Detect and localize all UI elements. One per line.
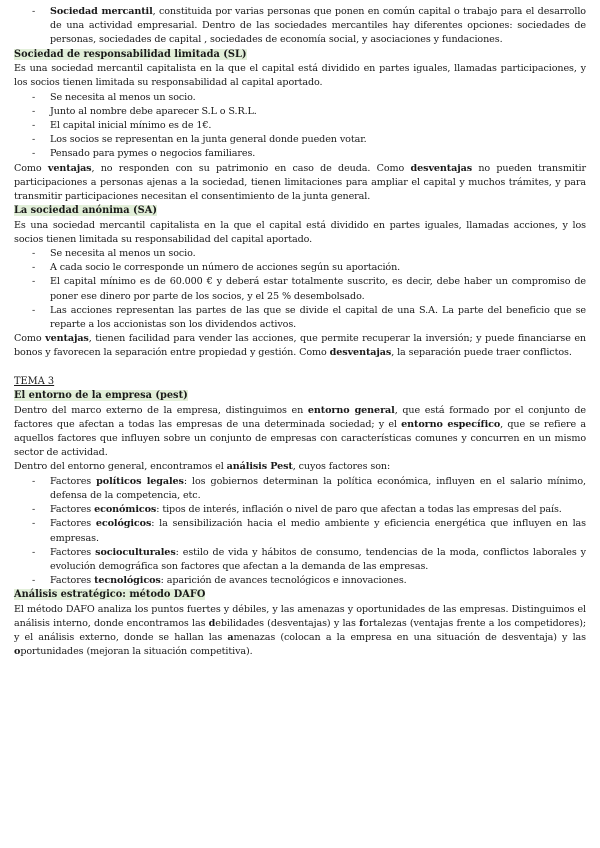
list-item [14,5,586,48]
section-heading-dafo: Análisis estratégico: método DAFO [14,589,206,601]
list-item: - A cada socio le corresponde un número de acciones según su aportación. [14,261,586,275]
sa-conclusion: Como ventajas, tienen facilidad para vender las acciones, que permite recuperar la inversión; y puede financiarse en bonos y favorecen la separación entre propiedad y gestión. Como desventajas, la separación puede traer conflictos. [14,333,586,359]
list-item: - Factores ecológicos: la sensibilización hacia el medio ambiente y eficiencia energética que influyen en las empresas. [14,517,586,545]
sa-intro: Es una sociedad mercantil capitalista en la que el capital está dividido en partes iguales, llamadas acciones, y los socios tienen limitada su responsabilidad del capital aportado. [14,219,586,245]
chapter-title: TEMA 3 [14,375,55,387]
list-item: - Las acciones representan las partes de las que se divide el capital de una S.A. La parte del beneficio que se reparte a los accionistas son los dividendos activos. [14,304,586,332]
pest-factors-list [14,475,586,589]
section-heading-sa: La sociedad anónima (SA) [14,205,157,217]
list-item: - El capital inicial mínimo es de 1€. [14,119,586,133]
company-types-list [14,5,586,48]
bold-term: Sociedad mercantil [50,6,153,17]
item-text: , constituida por varias personas que ponen en común capital o trabajo para el desarrollo de una actividad empresarial. Dentro de las sociedades mercantiles hay diferentes opciones: sociedades de personas, sociedades de capital , sociedades de economía social, y asociaciones y fundaciones. [50,6,586,46]
list-item: - Se necesita al menos un socio. [14,91,586,105]
sl-features-list [14,91,586,162]
list-item: - Los socios se representan en la junta general donde pueden votar. [14,133,586,147]
sa-features-list [14,247,586,332]
sl-intro: Es una sociedad mercantil capitalista en la que el capital está dividido en partes iguales, llamadas participaciones, y los socios tienen limitada su responsabilidad al capital aportado. [14,63,586,89]
list-item: - Junto al nombre debe aparecer S.L o S.R.L. [14,105,586,119]
section-heading-pest: El entorno de la empresa (pest) [14,390,188,402]
sl-conclusion: Como ventajas, no responden con su patrimonio en caso de deuda. Como desventajas no pueden transmitir participaciones a personas ajenas a la sociedad, tienen limitaciones para ampliar el capital y muchos trámites, y para transmitir participaciones necesitan el consentimiento de la junta general. [14,162,587,202]
list-item: - Factores socioculturales: estilo de vida y hábitos de consumo, tendencias de la moda, conflictos laborales y evolución demográfica son factores que afectan a la demanda de las empresas. [14,546,586,574]
list-item: - Factores políticos legales: los gobiernos determinan la política económica, influyen en el salario mínimo, defensa de la competencia, etc. [14,475,586,503]
list-item: - Factores tecnológicos: aparición de avances tecnológicos e innovaciones. [14,574,586,588]
dafo-text: El método DAFO analiza los puntos fuertes y débiles, y las amenazas y oportunidades de las empresas. Distinguimos el análisis interno, donde encontramos las debilidades (desventajas) y las fortalezas (ventajas frente a los competidores); y el análisis externo, donde se hallan las amenazas (colocan a la empresa en una situación de desventaja) y las oportunidades (mejoran la situación competitiva). [14,603,586,658]
list-item: - Factores económicos: tipos de interés, inflación o nivel de paro que afectan a todas las empresas del país. [14,503,586,517]
list-item: - El capital mínimo es de 60.000 € y deberá estar totalmente suscrito, es decir, debe haber un compromiso de poner ese dinero por parte de los socios, y el 25 % desembolsado. [14,275,586,303]
list-item: - Se necesita al menos un socio. [14,247,586,261]
pest-lead: Dentro del entorno general, encontramos el análisis Pest, cuyos factores son: [14,461,391,473]
section-heading-sl: Sociedad de responsabilidad limitada (SL) [14,48,247,60]
pest-intro: Dentro del marco externo de la empresa, distinguimos en entorno general, que está formado por el conjunto de factores que afectan a todas las empresas de una determinada sociedad; y el entorno específico, que se refiere a aquellos factores que influyen sobre un conjunto de empresas con características comunes y concurren en un mismo sector de actividad. [14,404,586,459]
list-item: - Pensado para pymes o negocios familiares. [14,147,586,161]
